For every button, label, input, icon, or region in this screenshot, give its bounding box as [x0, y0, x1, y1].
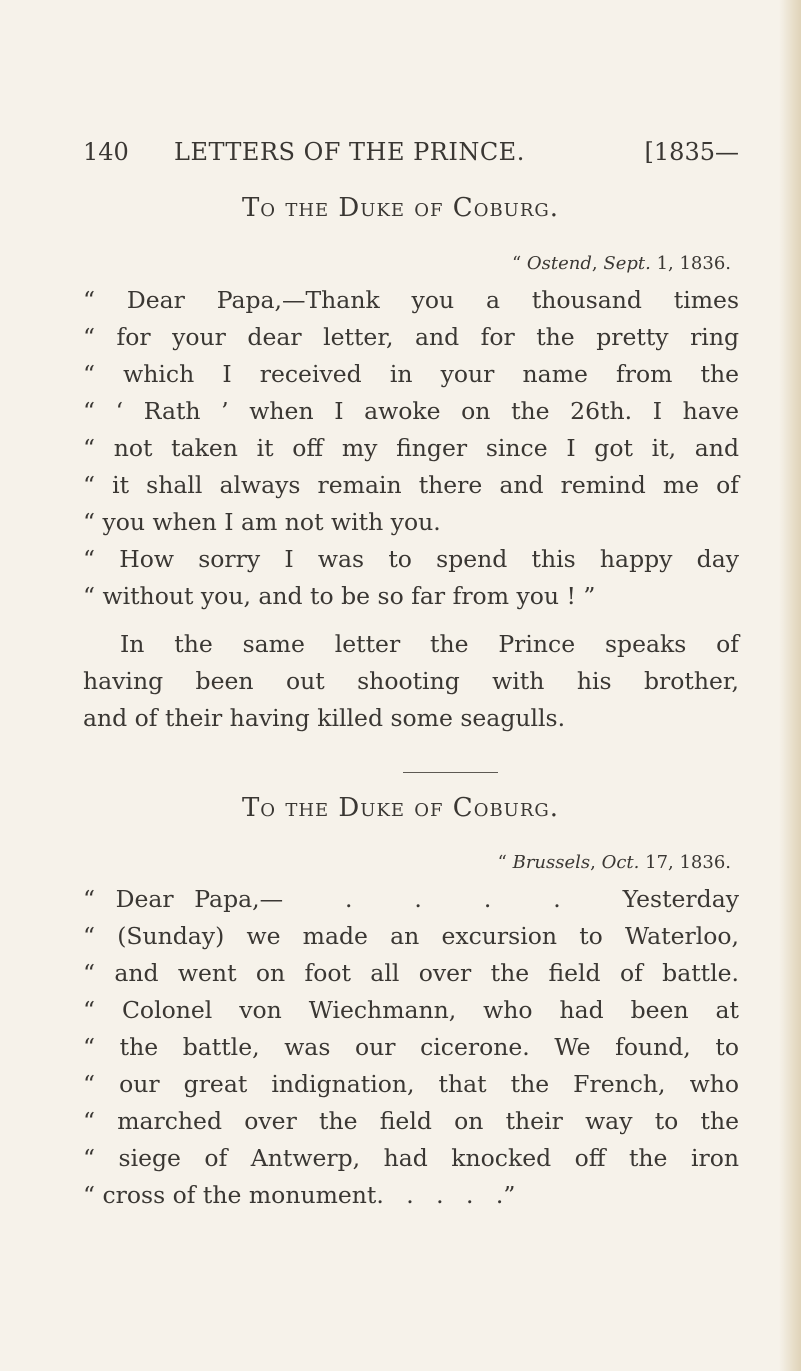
- letter2-line: “ Colonel von Wiechmann, who had been at: [83, 996, 739, 1024]
- letter2-line: “ cross of the monument. . . . .”: [83, 1181, 516, 1209]
- running-header: [83, 138, 739, 178]
- letter2-heading: To the Duke of Coburg.: [241, 793, 560, 823]
- letter1-heading: To the Duke of Coburg.: [241, 193, 560, 223]
- letter2-line: “ and went on foot all over the field of battle.: [83, 959, 739, 987]
- letter2-line: “ the battle, was our cicerone. We found, to: [83, 1033, 739, 1061]
- narrative-line: and of their having killed some seagulls.: [83, 704, 566, 732]
- letter2-line: “ marched over the field on their way to the: [83, 1107, 739, 1135]
- letter1-line: “ Dear Papa,—Thank you a thousand times: [83, 286, 739, 314]
- page-number: 140: [83, 138, 129, 166]
- letter2-line: “ siege of Antwerp, had knocked off the iron: [83, 1144, 739, 1172]
- narrative-line: having been out shooting with his brother,: [83, 667, 739, 695]
- letter1-line: “ which I received in your name from the: [83, 360, 739, 388]
- letter1-line: “ ‘ Rath ’ when I awoke on the 26th. I have: [83, 397, 739, 425]
- letter2-line: “ (Sunday) we made an excursion to Waterloo,: [83, 922, 739, 950]
- letter1-line: “ for your dear letter, and for the pretty ring: [83, 323, 739, 351]
- letter1-dateline: “ Ostend, Sept. 1, 1836.: [511, 253, 731, 274]
- letter1-line: “ How sorry I was to spend this happy day: [83, 545, 739, 573]
- letter1-line: “ without you, and to be so far from you ! ”: [83, 582, 596, 610]
- letter2-dateline: “ Brussels, Oct. 17, 1836.: [497, 852, 731, 873]
- running-title: LETTERS OF THE PRINCE.: [174, 138, 525, 166]
- letter1-line: “ it shall always remain there and remind me of: [83, 471, 739, 499]
- letter1-line: “ not taken it off my finger since I got it, and: [83, 434, 739, 462]
- letter2-line: “ Dear Papa,— . . . . Yesterday: [83, 885, 739, 913]
- year-bracket: [1835—: [644, 138, 739, 166]
- narrative-line: In the same letter the Prince speaks of: [120, 630, 739, 658]
- letter2-line: “ our great indignation, that the French, who: [83, 1070, 739, 1098]
- letter1-line: “ you when I am not with you.: [83, 508, 441, 536]
- section-divider: [403, 772, 498, 773]
